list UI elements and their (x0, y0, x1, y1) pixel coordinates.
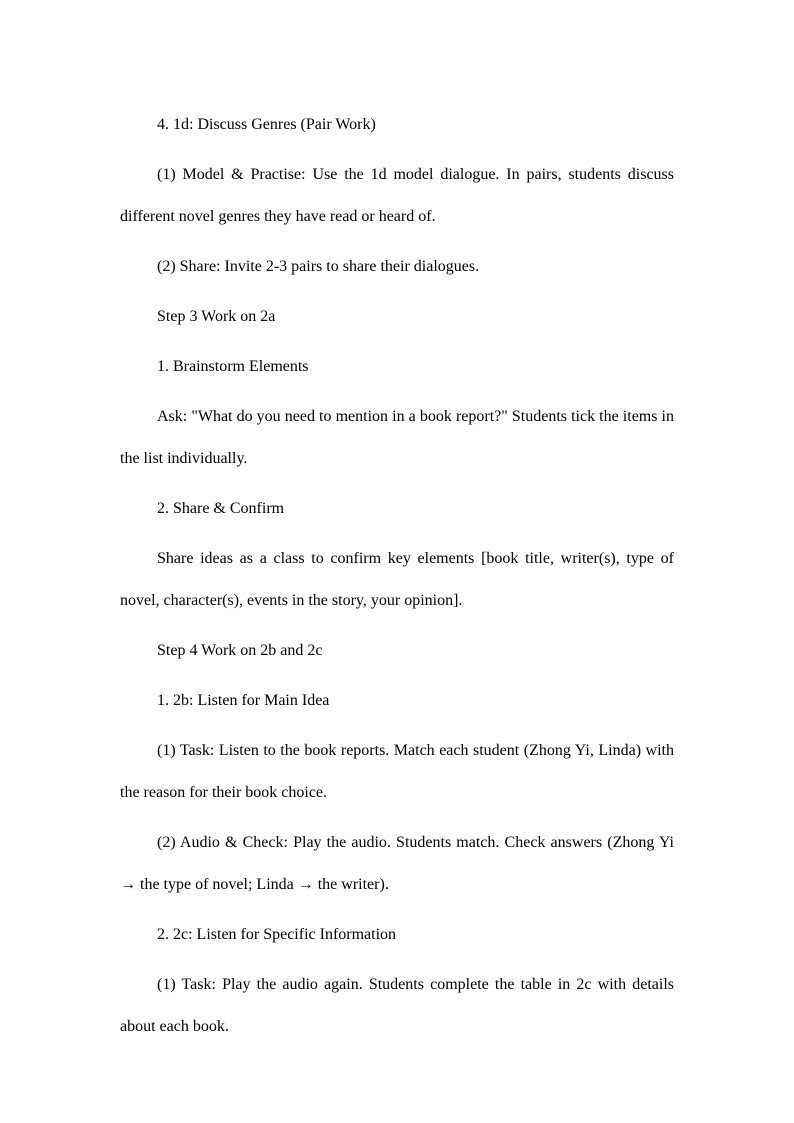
heading-step-3: Step 3 Work on 2a (157, 308, 276, 325)
paragraph-2b-task: (1) Task: Listen to the book reports. Match each student (Zhong Yi, Linda) with the reason for their book choice. (120, 742, 674, 801)
heading-2c-specific-info: 2. 2c: Listen for Specific Information (157, 926, 397, 943)
heading-brainstorm-elements: 1. Brainstorm Elements (157, 358, 309, 375)
paragraph-share-dialogues: (2) Share: Invite 2-3 pairs to share their dialogues. (157, 258, 480, 275)
paragraph-key-elements: Share ideas as a class to confirm key elements [book title, writer(s), type of novel, character(s), events in the story, your opinion]. (120, 550, 674, 609)
paragraph-model-practise: (1) Model & Practise: Use the 1d model dialogue. In pairs, students discuss different novel genres they have read or heard of. (120, 166, 674, 225)
paragraph-2c-task: (1) Task: Play the audio again. Students complete the table in 2c with details about each book. (120, 976, 674, 1035)
heading-step-4: Step 4 Work on 2b and 2c (157, 642, 323, 659)
heading-1d-discuss-genres: 4. 1d: Discuss Genres (Pair Work) (157, 116, 376, 133)
paragraph-ask-book-report: Ask: "What do you need to mention in a book report?" Students tick the items in the list individually. (120, 408, 674, 467)
paragraph-2b-audio-check: (2) Audio & Check: Play the audio. Students match. Check answers (Zhong Yi → the type of novel; Linda → the writer). (120, 834, 674, 893)
heading-2b-main-idea: 1. 2b: Listen for Main Idea (157, 692, 330, 709)
document-page (120, 104, 674, 1056)
heading-share-confirm: 2. Share & Confirm (157, 500, 285, 517)
